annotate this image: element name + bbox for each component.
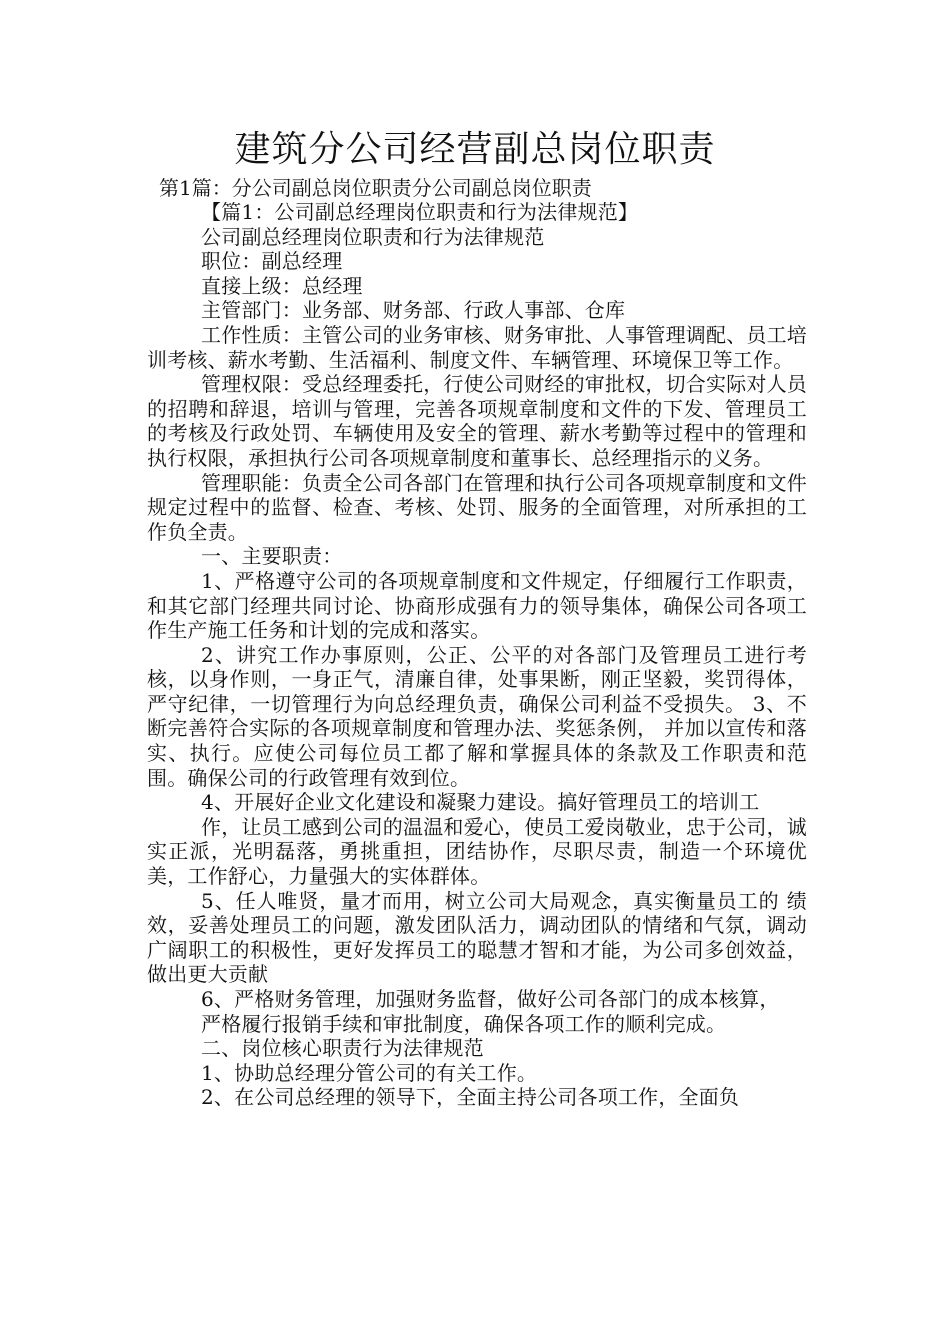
paragraph: 公司副总经理岗位职责和行为法律规范 (201, 224, 545, 249)
paragraph: 职位：副总经理 (201, 249, 343, 274)
paragraph: 管理职能：负责全公司各部门在管理和执行公司各项规章制度和文件规定过程中的监督、检查、考核、处罚、服务的全面管理，对所承担的工作负全责。 (147, 470, 807, 544)
paragraph: 6、严格财务管理，加强财务监督，做好公司各部门的成本核算， (201, 987, 780, 1011)
document-body (147, 200, 807, 1110)
section-heading: 【篇1：公司副总经理岗位职责和行为法律规范】 (201, 200, 639, 224)
paragraph: 2、在公司总经理的领导下，全面主持公司各项工作，全面负 (201, 1085, 740, 1110)
paragraph: 严格履行报销手续和审批制度，确保各项工作的顺利完成。 (201, 1011, 727, 1036)
paragraph: 4、开展好企业文化建设和凝聚力建设。搞好管理员工的培训工 (201, 790, 760, 815)
paragraph: 工作性质：主管公司的业务审核、财务审批、人事管理调配、员工培训考核、薪水考勤、生活福利、制度文件、车辆管理、环境保卫等工作。 (147, 322, 807, 372)
section-heading: 一、主要职责： (201, 544, 343, 569)
paragraph: 1、严格遵守公司的各项规章制度和文件规定，仔细履行工作职责，和其它部门经理共同讨论、协商形成强有力的领导集体，确保公司各项工作生产施工任务和计划的完成和落实。 (147, 568, 807, 643)
paragraph: 管理权限：受总经理委托，行使公司财经的审批权，切合实际对人员的招聘和辞退，培训与管理，完善各项规章制度和文件的下发、管理员工的考核及行政处罚、车辆使用及安全的管理、薪水考勤等过程中的管理和执行权限，承担执行公司各项规章制度和董事长、总经理指示的义务。 (147, 372, 807, 470)
document-title: 建筑分公司经营副总岗位职责 (234, 129, 716, 170)
paragraph: 主管部门：业务部、财务部、行政人事部、仓库 (201, 298, 626, 323)
paragraph: 直接上级：总经理 (201, 273, 363, 298)
document-subtitle: 第1篇：分公司副总岗位职责分公司副总岗位职责 (159, 176, 592, 200)
paragraph: 2、讲究工作办事原则，公正、公平的对各部门及管理员工进行考核，以身作则，一身正气，清廉自律，处事果断，刚正坚毅，奖罚得体，严守纪律，一切管理行为向总经理负责，确保公司利益不受损失。 3、不断完善符合实际的各项规章制度和管理办法、奖惩条例， 并加以宣传和落实、执行。应使公司每位员工都了解和掌握具体的条款及工作职责和范围。确保公司的行政管理有效到位。 (147, 642, 807, 790)
section-heading: 二、岗位核心职责行为法律规范 (201, 1036, 484, 1061)
paragraph: 5、任人唯贤，量才而用，树立公司大局观念，真实衡量员工的 绩效，妥善处理员工的问题，激发团队活力，调动团队的情绪和气氛，调动广阔职工的积极性，更好发挥员工的聪慧才智和才能，为公司多创效益，做出更大贡献 (147, 888, 807, 987)
paragraph: 1、协助总经理分管公司的有关工作。 (201, 1060, 538, 1085)
paragraph: 作，让员工感到公司的温温和爱心，使员工爱岗敬业，忠于公司，诚实正派，光明磊落，勇挑重担，团结协作，尽职尽责，制造一个环境优美，工作舒心，力量强大的实体群体。 (147, 814, 807, 889)
